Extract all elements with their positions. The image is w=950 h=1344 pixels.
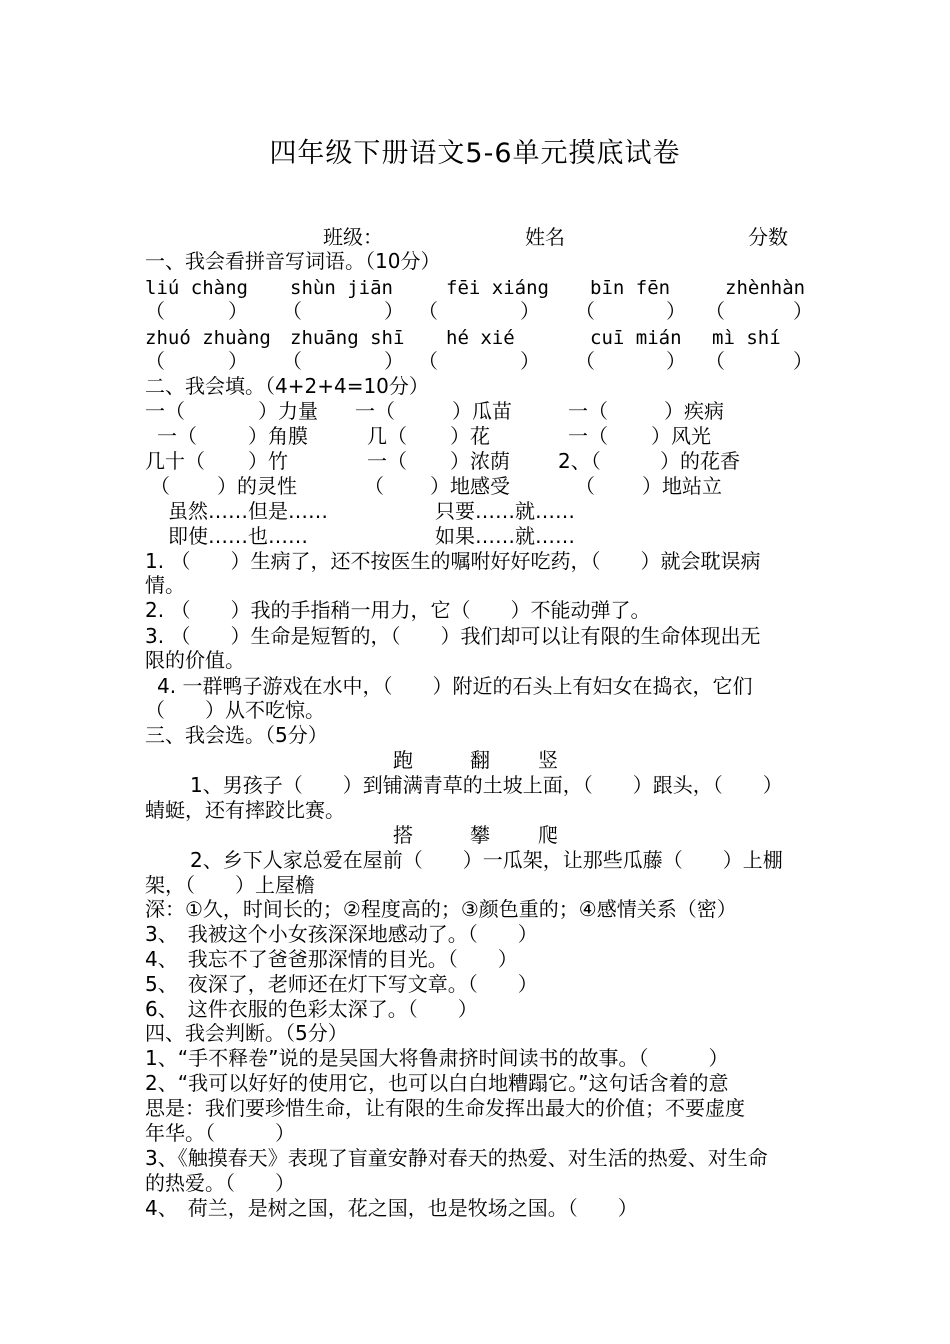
name-label: 姓名 bbox=[525, 225, 565, 249]
fill-item: 一（ bbox=[568, 399, 608, 423]
question-text: 1、男孩子（ ）到铺满青草的土坡上面，（ ）跟头，（ ） bbox=[190, 773, 783, 797]
answer-box-open: （ bbox=[705, 299, 725, 323]
fill-item: ）瓜苗 bbox=[452, 399, 512, 423]
question-text: 蜻蜓，还有摔跤比赛。 bbox=[145, 798, 345, 822]
fill-item: ）竹 bbox=[248, 449, 288, 473]
answer-box-close: ） bbox=[520, 299, 540, 323]
answer-box-open: （ bbox=[282, 299, 302, 323]
question-text: 2、“我可以好好的使用它，也可以白白地糟蹋它。”这句话含着的意 bbox=[145, 1071, 729, 1095]
conjunction-pair: 虽然……但是…… bbox=[168, 499, 328, 523]
fill-item: 一（ bbox=[568, 424, 608, 448]
conjunction-pair: 即使……也…… bbox=[168, 524, 308, 548]
pinyin-4: bīn fēn bbox=[590, 277, 671, 299]
fill-item: （ bbox=[150, 474, 170, 498]
answer-box-open: （ bbox=[418, 299, 438, 323]
fill-item: ）地站立 bbox=[642, 474, 722, 498]
question-text: 1. （ ）生病了，还不按医生的嘱咐好好吃药，（ ）就会耽误病 bbox=[145, 549, 761, 573]
answer-box-close: ） bbox=[228, 349, 248, 373]
answer-box-open: （ bbox=[575, 349, 595, 373]
answer-box-open: （ bbox=[145, 299, 165, 323]
fill-item: 一（ bbox=[367, 449, 407, 473]
answer-box-open: （ bbox=[575, 299, 595, 323]
word-choice: 翻 bbox=[470, 748, 490, 772]
pinyin-5: zhènhàn bbox=[725, 277, 806, 299]
pinyin-3: fēi xiáng bbox=[446, 277, 549, 299]
fill-item: ）力量 bbox=[258, 399, 318, 423]
section4-heading: 四、我会判断。（5分） bbox=[145, 1021, 348, 1045]
question-text: 年华。（ ） bbox=[145, 1121, 295, 1145]
answer-box-close: ） bbox=[666, 299, 686, 323]
fill-item: ）花 bbox=[450, 424, 490, 448]
score-label: 分数 bbox=[748, 225, 788, 249]
fill-item: 一（ bbox=[355, 399, 395, 423]
answer-box-close: ） bbox=[384, 349, 404, 373]
question-text: 1、“手不释卷”说的是吴国大将鲁肃挤时间读书的故事。（ ） bbox=[145, 1046, 729, 1070]
class-label: 班级： bbox=[323, 225, 383, 249]
answer-box-close: ） bbox=[384, 299, 404, 323]
question-text: 4、 荷兰，是树之国，花之国，也是牧场之国。（ ） bbox=[145, 1196, 638, 1220]
answer-box-close: ） bbox=[520, 349, 540, 373]
question-text: 3. （ ）生命是短暂的，（ ）我们却可以让有限的生命体现出无 bbox=[145, 624, 761, 648]
conjunction-pair: 如果……就…… bbox=[435, 524, 575, 548]
fill-item: （ bbox=[364, 474, 384, 498]
section2-heading: 二、我会填。（4+2+4=10分） bbox=[145, 374, 429, 398]
answer-box-close: ） bbox=[793, 349, 813, 373]
section1-heading: 一、我会看拼音写词语。（10分） bbox=[145, 249, 441, 273]
fill-item: ）浓荫 bbox=[450, 449, 510, 473]
fill-item: 几（ bbox=[367, 424, 407, 448]
fill-item: （ bbox=[575, 474, 595, 498]
fill-item: 几十（ bbox=[145, 449, 205, 473]
answer-box-close: ） bbox=[793, 299, 813, 323]
page-title: 四年级下册语文5-6单元摸底试卷 bbox=[269, 138, 681, 169]
question-text: 限的价值。 bbox=[145, 648, 245, 672]
word-choice: 攀 bbox=[470, 823, 490, 847]
word-choice: 竖 bbox=[538, 748, 558, 772]
fill-item: 2、（ bbox=[558, 449, 601, 473]
fill-item: ）的花香 bbox=[660, 449, 740, 473]
fill-item: ）疾病 bbox=[664, 399, 724, 423]
question-text: 3、《触摸春天》表现了盲童安静对春天的热爱、对生活的热爱、对生命 bbox=[145, 1146, 768, 1170]
fill-item: ）角膜 bbox=[248, 424, 308, 448]
answer-box-open: （ bbox=[418, 349, 438, 373]
question-text: 2. （ ）我的手指稍一用力，它（ ）不能动弹了。 bbox=[145, 598, 651, 622]
answer-box-open: （ bbox=[705, 349, 725, 373]
fill-item: 一（ bbox=[145, 399, 185, 423]
pinyin-1: liú chàng bbox=[145, 277, 248, 299]
fill-item: 一（ bbox=[157, 424, 197, 448]
word-choice: 跑 bbox=[393, 748, 413, 772]
question-text: 6、 这件衣服的色彩太深了。（ ） bbox=[145, 997, 478, 1021]
pinyin-6: zhuó zhuàng bbox=[145, 327, 271, 349]
question-text: 架，（ ）上屋檐 bbox=[145, 873, 315, 897]
fill-item: ）风光 bbox=[651, 424, 711, 448]
pinyin-9: cuī mián bbox=[590, 327, 682, 349]
question-text: 3、 我被这个小女孩深深地感动了。（ ） bbox=[145, 922, 538, 946]
question-text: 情。 bbox=[145, 573, 185, 597]
question-text: 2、乡下人家总爱在屋前（ ）一瓜架，让那些瓜藤（ ）上棚 bbox=[190, 848, 783, 872]
answer-box-close: ） bbox=[228, 299, 248, 323]
pinyin-2: shùn jiān bbox=[290, 277, 393, 299]
question-text: 思是：我们要珍惜生命，让有限的生命发挥出最大的价值；不要虚度 bbox=[145, 1096, 745, 1120]
answer-box-open: （ bbox=[145, 349, 165, 373]
question-text: 的热爱。（ ） bbox=[145, 1171, 295, 1195]
pinyin-8: hé xié bbox=[446, 327, 515, 349]
word-choice: 搭 bbox=[393, 823, 413, 847]
pinyin-7: zhuāng shī bbox=[290, 327, 405, 349]
answer-box-open: （ bbox=[282, 349, 302, 373]
answer-box-close: ） bbox=[666, 349, 686, 373]
question-text: 5、 夜深了，老师还在灯下写文章。（ ） bbox=[145, 972, 538, 996]
section3-heading: 三、我会选。（5分） bbox=[145, 723, 328, 747]
question-text: （ ）从不吃惊。 bbox=[145, 698, 325, 722]
word-choice: 爬 bbox=[538, 823, 558, 847]
fill-item: ）地感受 bbox=[430, 474, 510, 498]
pinyin-10: mì shí bbox=[712, 327, 781, 349]
conjunction-pair: 只要……就…… bbox=[435, 499, 575, 523]
question-text: 4. 一群鸭子游戏在水中，（ ）附近的石头上有妇女在捣衣，它们 bbox=[157, 674, 753, 698]
question-text: 4、 我忘不了爸爸那深情的目光。（ ） bbox=[145, 947, 518, 971]
definition-text: 深：①久，时间长的；②程度高的；③颜色重的；④感情关系（密） bbox=[145, 897, 737, 921]
fill-item: ）的灵性 bbox=[217, 474, 297, 498]
